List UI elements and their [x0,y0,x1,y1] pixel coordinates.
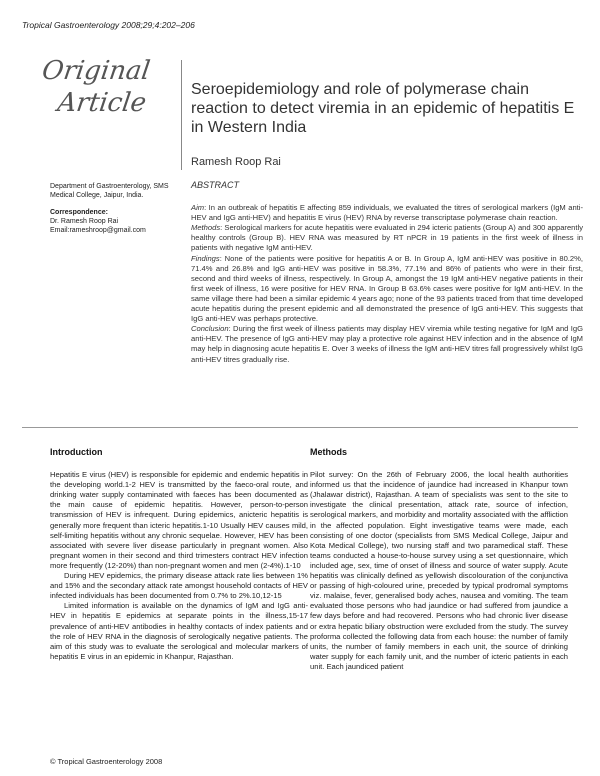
correspondence-name: Dr. Ramesh Roop Rai [50,218,119,225]
introduction-heading: Introduction [50,447,103,457]
section-tag-line1: Original [40,56,152,86]
journal-citation: Tropical Gastroenterology 2008;29;4:202–206 [22,20,195,30]
affiliation-block [50,182,178,235]
conclusion-text: : During the first week of illness patients may display HEV viremia while testing negative for IgM and IgG anti-HEV. The presence of IgG anti-HEV may play a protective role against HEV infection and in the absence of IgM may help in diagnosing acute hepatitis E. Over 3 weeks of illness the IgM anti-HEV titres fall progressively whilst IgG anti-HEV titres gradually rise. [191,324,583,364]
methods-heading: Methods [310,447,347,457]
section-rule [22,427,578,428]
findings-text: : None of the patients were positive for hepatitis A or B. In Group A, IgM anti-HEV was positive in 80.2%, 71.4% and 26.8% and IgG anti-HEV was positive in 58.3%, 77.1% and 86% of patients who were in their first, second and third weeks of illness, respectively. In Group A, amongst the 19 IgM anti-HEV negative patients in their first week of illness, 16 were positive for HEV RNA. In Group B 63.6% cases were positive for IgM anti-HEV. In the same village there had been a similar epidemic 4 years ago; none of the 93 patients traced from that time developed acute hepatitis during the present epidemic and all demonstrated the presence of IgG anti-HEV. This suggests that IgG anti-HEV was perhaps protective. [191,253,583,324]
section-tag-line2: Article [55,88,149,118]
abstract-methods [191,223,583,253]
methods-column [310,447,568,672]
correspondence-label: Correspondence: [50,209,108,216]
conclusion-label: Conclusion [191,324,229,334]
intro-paragraph-1: Hepatitis E virus (HEV) is responsible for epidemic and endemic hepatitis in the developing world.1-2 HEV is transmitted by the faeco-oral route, and drinking water supply contaminated with faeces has been documented as the main cause of epidemic hepatitis. However, person-to-person transmission of HEV is infrequent. During epidemics, anicteric hepatitis is generally more frequent than icteric hepatitis.1-10 Usually HEV causes mild, self-limiting hepatitis without any chronic sequelae. However, HEV has been associated with severe liver disease particularly in pregnant women. Also pregnant women in their second and third trimesters contract HEV infection more frequently (12-20%) than non-pregnant women and men (2-4%).1-10 [50,470,308,570]
methods-paragraph-1: Pilot survey: On the 26th of February 2006, the local health authorities informed us that the incidence of jaundice had increased in Khanpur town (Jhalawar district), Rajasthan. A team of specialists was sent to the site to investigate the clinical presentation, attack rate, source of infection, serological markers, and morbidity and mortality associated with the affliction in the affected population. Eight investigative teams were made, each consisting of one doctor (specialists from SMS Medical College, Jaipur and Kota Medical College), two nursing staff and two paramedical staff. These teams conducted a house-to-house survey using a set questionnaire, which included age, sex, time of onset of illness and source of water supply. Acute hepatitis was clinically defined as yellowish discolouration of the conjunctiva or passing of high-coloured urine, preceded by typical prodromal symptoms viz. malaise, fever, generalised body aches, nausea and vomiting. The team evaluated those persons who had jaundice or had suffered from jaundice a few days before and had recovered. Persons who had chronic liver disease or extra hepatic biliary obstruction were excluded from the study. The survey proforma collected the following data from each house: the number of family units, the number of family members in each unit, the source of drinking water supply for each family unit, and the number of icteric patients in each unit. Each jaundiced patient [310,470,568,671]
abstract [191,180,583,365]
abstract-findings [191,254,583,325]
intro-paragraph-2: During HEV epidemics, the primary disease attack rate lies between 1% and 15% and the secondary attack rate amongst household contacts of HEV infected individuals has been documented from 0.7% to 2%.10,12-15 [50,571,308,601]
copyright-footer: © Tropical Gastroenterology 2008 [50,757,163,766]
correspondence-email[interactable]: Email:rameshroop@gmail.com [50,227,146,234]
aim-label: Aim [191,203,205,213]
introduction-column [50,447,308,662]
abstract-conclusion [191,324,583,364]
author-name: Ramesh Roop Rai [191,156,281,168]
article-title: Seroepidemiology and role of polymerase chain reaction to detect viremia in an epidemic of hepatitis E in Western India [191,81,575,136]
abstract-heading: ABSTRACT [191,180,240,190]
methods-text: : Serological markers for acute hepatitis were evaluated in 294 icteric patients (Group A) and 300 apparently healthy controls (Group B). HEV RNA was measured by RT nPCR in 19 patients in the first week of illness in patients with negative IgM anti-HEV. [191,223,583,253]
abstract-aim [191,203,583,223]
methods-label: Methods [191,223,221,233]
department: Department of Gastroenterology, SMS Medical College, Jaipur, India. [50,183,169,199]
header-divider [181,60,182,170]
findings-label: Findings [191,253,220,263]
section-tag [36,58,152,116]
intro-paragraph-3: Limited information is available on the dynamics of IgM and IgG anti-HEV in hepatitis E epidemics at separate points in the illness,15-17 prevalence of anti-HEV antibodies in healthy contacts of index patients and the role of HEV RNA in the diagnosis of serologically negative patients. The aim of this study was to evaluate the serological and molecular markers of hepatitis E virus in an epidemic in Khanpur, Rajasthan. [50,601,308,661]
aim-text: : In an outbreak of hepatitis E affecting 859 individuals, we evaluated the titres of serological markers (IgM anti-HEV and IgG anti-HEV) and hepatitis E virus (HEV) RNA by reverse transcriptase polymerase chain reaction. [191,203,583,223]
